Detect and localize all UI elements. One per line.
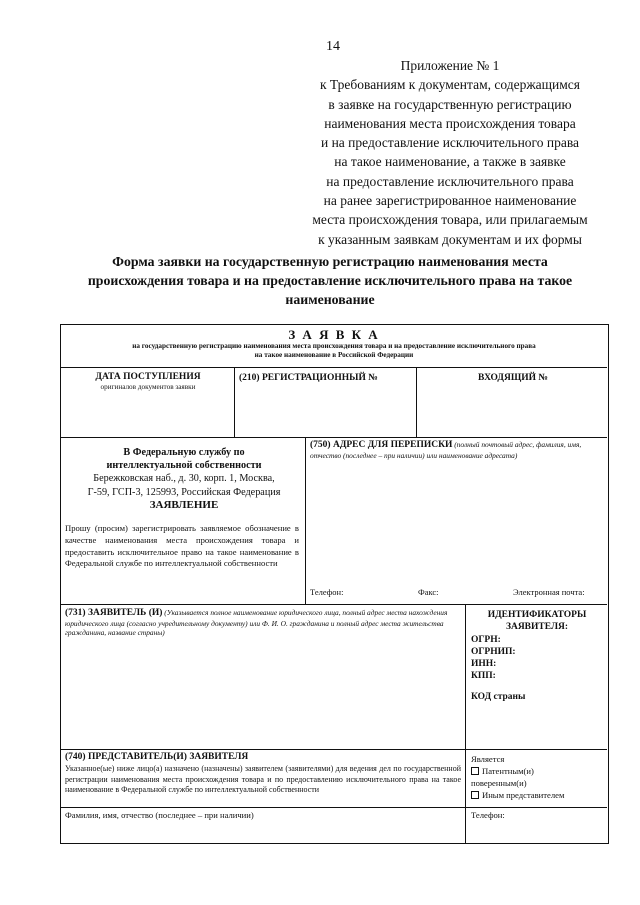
other-representative-option[interactable] bbox=[471, 789, 564, 801]
annex-line: и на предоставление исключительного права bbox=[320, 135, 580, 151]
form-header bbox=[61, 327, 607, 360]
divider bbox=[416, 367, 417, 437]
correspondence-hint: (полный почтовый адрес, фамилия, имя, отчество (последнее – при наличии) или наименование адресата) bbox=[310, 440, 582, 460]
patent-attorney-option[interactable] bbox=[471, 765, 564, 777]
divider bbox=[234, 367, 235, 437]
other-representative-label: Иным представителем bbox=[482, 790, 565, 800]
statement-title: ЗАЯВЛЕНИЕ bbox=[149, 498, 219, 511]
patent-attorney-label-cont: поверенным(и) bbox=[471, 778, 527, 788]
identifiers-list bbox=[471, 634, 516, 682]
receipt-date-sublabel: оригиналов документов заявки bbox=[100, 383, 196, 391]
incoming-number-label: ВХОДЯЩИЙ № bbox=[478, 373, 548, 383]
page-number: 14 bbox=[326, 39, 340, 54]
ogrn-label: ОГРН: bbox=[471, 635, 501, 645]
checkbox-icon[interactable] bbox=[471, 791, 479, 799]
annex-line: на такое наименование, а также в заявке bbox=[334, 154, 566, 170]
divider bbox=[61, 437, 607, 438]
annex-line: места происхождения товара, или прилагаемым bbox=[312, 212, 588, 228]
annex-line: на предоставление исключительного права bbox=[326, 173, 574, 189]
addressee-address: Бережковская наб., д. 30, корп. 1, Москва, bbox=[93, 473, 275, 485]
checkbox-icon[interactable] bbox=[471, 767, 479, 775]
divider bbox=[61, 807, 607, 808]
divider bbox=[465, 604, 466, 843]
applicant-hint: (Указывается полное наименование юридического лица, полный адрес места нахождения юридического лица (согласно учредительному документу) или Ф. И. О. гражданина и полный адрес места жительства гражданина, название страны) bbox=[65, 608, 448, 637]
form-title bbox=[60, 252, 600, 309]
patent-attorney-label: Патентным(и) bbox=[482, 766, 534, 776]
form-title-line: наименование bbox=[285, 292, 375, 307]
representative-phone-label: Телефон: bbox=[471, 810, 505, 820]
annex-line: наименования места происхождения товара bbox=[324, 115, 576, 131]
applicant-label: (731) ЗАЯВИТЕЛЬ (И) bbox=[65, 608, 163, 618]
registration-number-label: (210) РЕГИСТРАЦИОННЫЙ № bbox=[239, 373, 378, 383]
statement-text: Прошу (просим) зарегистрировать заявляемое обозначение в качестве наименования места происхождения товара и предоставить исключительное право на такое наименование в Федеральной службе по интеллектуальной собственности bbox=[65, 523, 299, 569]
divider bbox=[61, 367, 607, 368]
country-code-label: КОД страны bbox=[471, 692, 526, 702]
addressee-line: В Федеральную службу по bbox=[123, 447, 245, 458]
representative-name-label: Фамилия, имя, отчество (последнее – при наличии) bbox=[65, 810, 254, 820]
correspondence-cell bbox=[310, 440, 604, 460]
divider bbox=[305, 437, 306, 604]
correspondence-label: (750) АДРЕС ДЛЯ ПЕРЕПИСКИ bbox=[310, 440, 453, 450]
form-header-subtitle: на такое наименование в Российской Федерации bbox=[254, 351, 414, 359]
annex-line: к Требованиям к документам, содержащимся bbox=[319, 77, 581, 93]
receipt-date-label: ДАТА ПОСТУПЛЕНИЯ bbox=[95, 372, 201, 382]
representative-type bbox=[471, 753, 564, 801]
annex-line: в заявке на государственную регистрацию bbox=[328, 96, 572, 112]
divider bbox=[61, 749, 607, 750]
addressee-address: Г-59, ГСП-3, 125993, Российская Федерация bbox=[87, 486, 281, 498]
correspondence-fax-label: Факс: bbox=[418, 587, 439, 597]
correspondence-phone-label: Телефон: bbox=[310, 587, 344, 597]
form-header-title: З А Я В К А bbox=[288, 327, 380, 342]
ogrnip-label: ОГРНИП: bbox=[471, 647, 516, 657]
inn-label: ИНН: bbox=[471, 659, 497, 669]
addressee-line: интеллектуальной собственности bbox=[106, 460, 262, 472]
representative-label: (740) ПРЕДСТАВИТЕЛЬ(И) ЗАЯВИТЕЛЯ bbox=[65, 752, 249, 762]
identifiers-title-line: ЗАЯВИТЕЛЯ: bbox=[505, 622, 569, 632]
annex-line: Приложение № 1 bbox=[400, 58, 500, 73]
form-title-line: Форма заявки на государственную регистрацию наименования места bbox=[112, 254, 548, 269]
form-title-line: происхождения товара и на предоставление исключительного права на такое bbox=[87, 273, 573, 288]
identifiers-title-line: ИДЕНТИФИКАТОРЫ bbox=[487, 610, 587, 620]
form-header-subtitle: на государственную регистрацию наименования места происхождения товара и на предоставление исключительного права bbox=[132, 342, 536, 350]
representative-text: Указанное(ые) ниже лицо(а) назначено (назначены) заявителем (заявителями) для ведения дел по государственной регистрации наименования места происхождения товара и по предоставлению исключительного права на такое наименование в Федеральной службе по интеллектуальной собственности bbox=[65, 764, 461, 794]
annex-caption bbox=[250, 56, 640, 249]
application-form bbox=[60, 324, 609, 844]
correspondence-email-label: Электронная почта: bbox=[513, 587, 585, 597]
kpp-label: КПП: bbox=[471, 671, 496, 681]
addressee-block bbox=[65, 446, 303, 512]
identifiers-title bbox=[467, 609, 607, 633]
representative-is-label: Является bbox=[471, 754, 505, 764]
divider bbox=[61, 604, 607, 605]
annex-line: на ранее зарегистрированное наименование bbox=[323, 193, 577, 209]
annex-line: к указанным заявкам документам и их формы bbox=[318, 231, 582, 247]
receipt-date-cell bbox=[65, 371, 231, 392]
applicant-cell bbox=[65, 608, 461, 638]
